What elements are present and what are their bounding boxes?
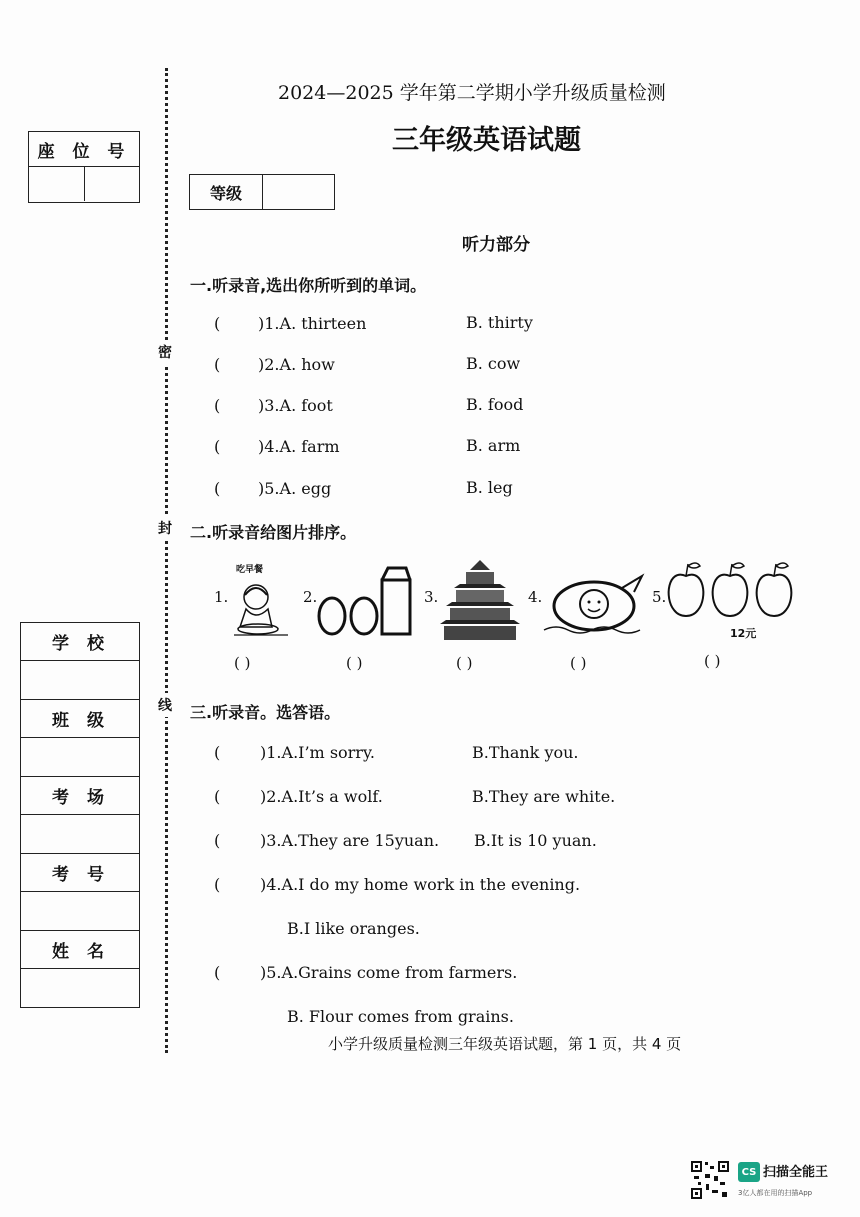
part3-option-b: B.They are white. xyxy=(472,787,616,806)
seat-number-label: 座 位 号 xyxy=(29,132,139,167)
part1-title: 一.听录音,选出你所听到的单词。 xyxy=(190,276,427,295)
picture-answer-paren[interactable]: ( ) xyxy=(456,654,473,672)
breakfast-picture xyxy=(228,575,294,641)
answer-paren[interactable]: ( xyxy=(214,314,221,333)
picture-number: 2. xyxy=(303,588,318,606)
part1-option-b: B. arm xyxy=(466,436,521,455)
breakfast-caption: 吃早餐 xyxy=(236,565,264,575)
exam-title: 2024—2025 学年第二学期小学升级质量检测 xyxy=(278,82,666,104)
picture-number: 3. xyxy=(424,588,439,606)
name-field[interactable] xyxy=(21,968,139,1008)
seal-char-mi: 密 xyxy=(158,340,172,364)
exam-room-label: 考场 xyxy=(21,776,139,814)
answer-paren[interactable]: ( xyxy=(214,831,221,850)
answer-paren[interactable]: ( xyxy=(214,355,221,374)
exam-number-field[interactable] xyxy=(21,891,139,930)
part2-title: 二.听录音给图片排序。 xyxy=(190,523,357,542)
part3-option-b: B.It is 10 yuan. xyxy=(474,831,597,850)
picture-answer-paren[interactable]: ( ) xyxy=(234,654,251,672)
picture-number: 1. xyxy=(214,588,229,606)
picture-answer-paren[interactable]: ( ) xyxy=(570,654,587,672)
part1-option-b: B. cow xyxy=(466,354,521,373)
part1-option-a: )1.A. thirteen xyxy=(258,314,367,333)
swimming-picture xyxy=(542,570,648,640)
binding-dotted-line xyxy=(165,68,168,1053)
part1-option-b: B. leg xyxy=(466,478,513,497)
part3-option-a: )2.A.It’s a wolf. xyxy=(260,787,383,806)
answer-paren[interactable]: ( xyxy=(214,479,221,498)
answer-paren[interactable]: ( xyxy=(214,875,221,894)
part3-option-b: B.I like oranges. xyxy=(287,919,420,938)
apple-price: 12元 xyxy=(730,627,757,640)
scanner-app-name: 扫描全能王 xyxy=(763,1165,829,1180)
grade-label: 等级 xyxy=(190,175,263,209)
qr-code-icon xyxy=(690,1160,730,1200)
subject-title: 三年级英语试题 xyxy=(392,125,581,156)
picture-answer-paren[interactable]: ( ) xyxy=(704,652,721,670)
part1-option-a: )5.A. egg xyxy=(258,479,332,498)
part3-option-a: )3.A.They are 15yuan. xyxy=(260,831,440,850)
class-field[interactable] xyxy=(21,737,139,776)
part3-option-b: B.Thank you. xyxy=(472,743,579,762)
section-title: 听力部分 xyxy=(462,235,530,255)
pagoda-picture xyxy=(440,558,520,642)
school-field[interactable] xyxy=(21,660,139,699)
answer-paren[interactable]: ( xyxy=(214,743,221,762)
part1-option-a: )4.A. farm xyxy=(258,437,340,456)
part3-title: 三.听录音。选答语。 xyxy=(190,703,341,722)
class-label: 班级 xyxy=(21,699,139,737)
part1-option-b: B. thirty xyxy=(466,313,533,332)
answer-paren[interactable]: ( xyxy=(214,396,221,415)
part3-option-a: )5.A.Grains come from farmers. xyxy=(260,963,518,982)
scanner-tagline: 3亿人都在用的扫描App xyxy=(738,1189,813,1197)
answer-paren[interactable]: ( xyxy=(214,963,221,982)
answer-paren[interactable]: ( xyxy=(214,787,221,806)
part3-option-a: )4.A.I do my home work in the evening. xyxy=(260,875,581,894)
part1-option-a: )2.A. how xyxy=(258,355,335,374)
part1-option-a: )3.A. foot xyxy=(258,396,333,415)
seat-number-box xyxy=(28,131,140,203)
grade-box xyxy=(189,174,335,210)
exam-room-field[interactable] xyxy=(21,814,139,853)
apples-picture xyxy=(664,558,798,622)
picture-answer-paren[interactable]: ( ) xyxy=(346,654,363,672)
seat-number-cell-2[interactable] xyxy=(85,167,140,201)
eggs-and-milk-picture xyxy=(316,566,416,638)
school-label: 学校 xyxy=(21,622,139,660)
picture-number: 4. xyxy=(528,588,543,606)
seal-char-feng: 封 xyxy=(158,516,172,540)
seal-char-xian: 线 xyxy=(158,693,172,717)
part1-option-b: B. food xyxy=(466,395,524,414)
grade-field[interactable] xyxy=(263,175,334,209)
name-label: 姓名 xyxy=(21,930,139,968)
camscanner-logo-icon: CS xyxy=(738,1162,760,1182)
part3-option-b: B. Flour comes from grains. xyxy=(287,1007,514,1026)
picture-number: 5. xyxy=(652,588,667,606)
page-footer: 小学升级质量检测三年级英语试题，第 1 页，共 4 页 xyxy=(328,1035,682,1053)
student-info-box xyxy=(20,622,140,1008)
exam-number-label: 考号 xyxy=(21,853,139,891)
answer-paren[interactable]: ( xyxy=(214,437,221,456)
part3-option-a: )1.A.I’m sorry. xyxy=(260,743,375,762)
seat-number-cell-1[interactable] xyxy=(29,167,85,201)
